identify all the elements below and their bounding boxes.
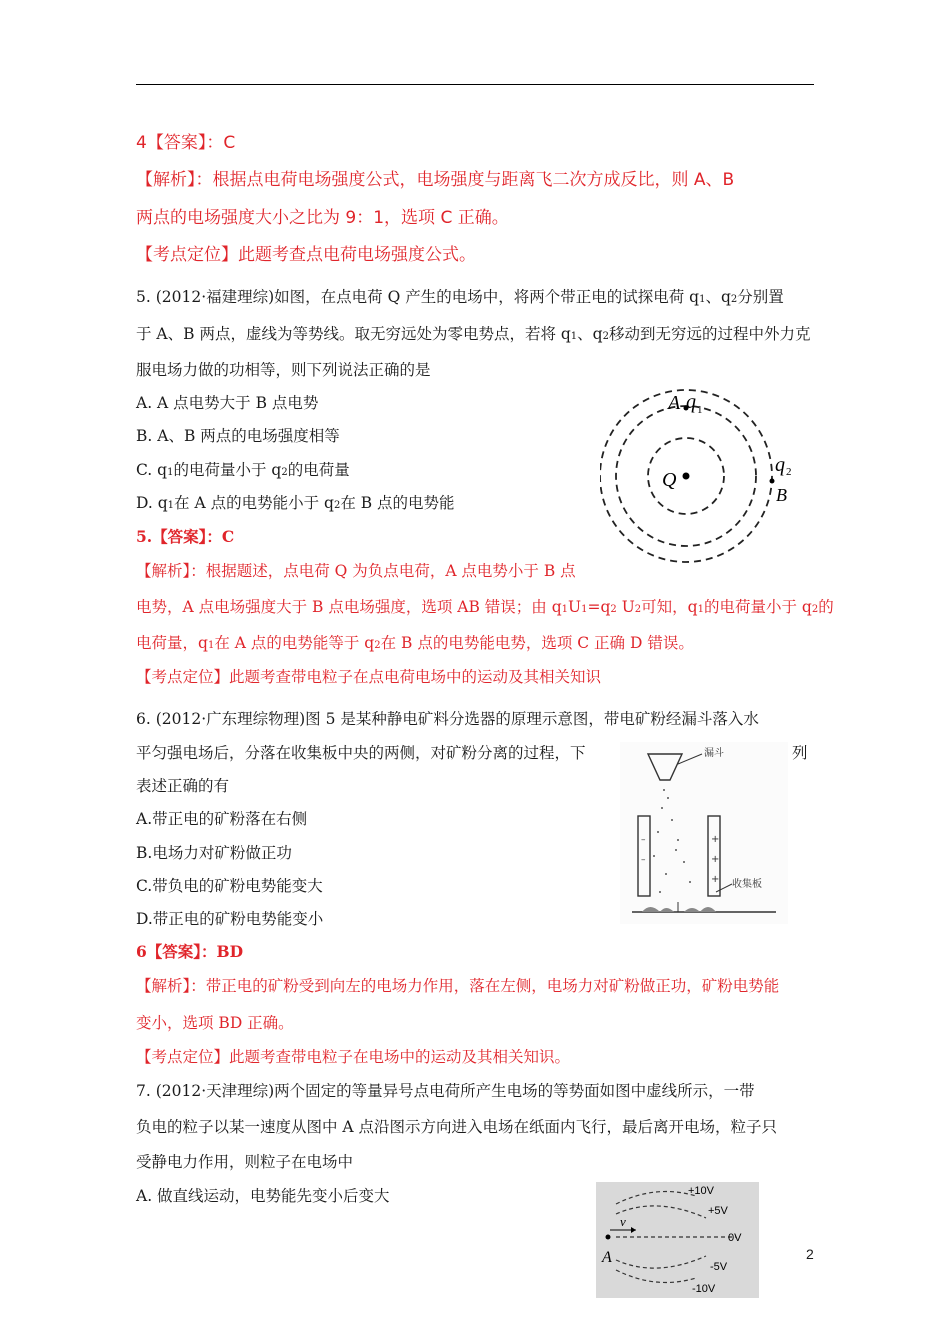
label-q2-sub: 2: [786, 466, 792, 478]
q7-equipotential-figure: [596, 1182, 759, 1298]
label-q1: q: [686, 391, 696, 413]
right-plate-sign-3: +: [711, 874, 720, 885]
q6-knowledge: 【考点定位】此题考查带电粒子在电场中的运动及其相关知识。: [136, 1048, 571, 1066]
label-minus10v: -10V: [692, 1283, 716, 1295]
left-plate-signs: –: [641, 835, 646, 845]
header-rule: [136, 84, 814, 85]
label-b: B: [776, 485, 787, 505]
label-q1-sub: 1: [697, 404, 703, 416]
q5-analysis-line3: 电荷量，q1在 A 点的电势能等于 q2在 B 点的电势能电势，选项 C 正确 D 错误。: [136, 634, 694, 652]
q6-stem-line1: 6. (2012·广东理综物理)图 5 是某种静电矿料分选器的原理示意图，带电矿粉经漏斗落入水: [136, 710, 759, 728]
label-minus5v: -5V: [710, 1261, 728, 1273]
q5-analysis-line1: 【解析】：根据题述，点电荷 Q 为负点电荷，A 点电势小于 B 点: [136, 562, 576, 580]
label-a: A: [602, 1249, 612, 1266]
q6-option-a: A.带正电的矿粉落在右侧: [136, 810, 308, 828]
q6-stem-line2: 平匀强电场后，分落在收集板中央的两侧，对矿粉分离的过程，下: [136, 744, 586, 762]
q7-stem-line2: 负电的粒子以某一速度从图中 A 点沿图示方向进入电场在纸面内飞行，最后离开电场，粒子只: [136, 1118, 778, 1136]
q5-knowledge: 【考点定位】此题考查带电粒子在点电荷电场中的运动及其相关知识: [136, 668, 602, 686]
q7-option-a: A. 做直线运动，电势能先变小后变大: [136, 1187, 390, 1205]
q5-answer: 5.【答案】：C: [136, 527, 235, 546]
right-plate-signs: +: [711, 834, 720, 845]
label-plus10v: +10V: [688, 1185, 714, 1197]
q5-equipotential-figure: [600, 375, 800, 575]
q4-analysis-line1: 【解析】：根据点电荷电场强度公式，电场强度与距离飞二次方成反比，则 A、B: [136, 170, 735, 190]
q6-option-c: C.带负电的矿粉电势能变大: [136, 877, 323, 895]
q5-option-a: A. A 点电势大于 B 点电势: [136, 394, 319, 412]
q6-stem-line2-end: 列: [792, 744, 808, 762]
q4-analysis-line2: 两点的电场强度大小之比为 9：1，选项 C 正确。: [136, 208, 509, 228]
label-plus5v: +5V: [708, 1205, 728, 1217]
q6-stem-line3: 表述正确的有: [136, 777, 230, 795]
funnel-label: 漏斗: [704, 748, 724, 759]
q5-option-b: B. A、B 两点的电场强度相等: [136, 427, 340, 445]
left-plate-sign-2: –: [641, 855, 646, 865]
q6-option-b: B.电场力对矿粉做正功: [136, 844, 292, 862]
label-q2: q: [775, 454, 785, 476]
q6-option-d: D.带正电的矿粉电势能变小: [136, 910, 324, 928]
label-0v: 0V: [728, 1232, 742, 1244]
q5-option-c: C. q1的电荷量小于 q2的电荷量: [136, 461, 350, 479]
page-number: 2: [806, 1246, 814, 1262]
right-plate-sign-2: +: [711, 854, 720, 865]
q5-stem-line1: 5. (2012·福建理综)如图，在点电荷 Q 产生的电场中，将两个带正电的试探电荷 q1、q2分别置: [136, 288, 784, 306]
charge-q-dot: [683, 473, 690, 480]
q5-analysis-line2: 电势，A 点电场强度大于 B 点电场强度，选项 AB 错误；由 q1U1=q2 U2可知，q1的电荷量小于 q2的: [136, 598, 834, 616]
q6-separator-figure: [620, 742, 788, 924]
q5-option-d: D. q1在 A 点的电势能小于 q2在 B 点的电势能: [136, 494, 455, 512]
label-a: A: [668, 392, 681, 414]
plate-label: 收集板: [732, 879, 762, 890]
q6-analysis-line1: 【解析】：带正电的矿粉受到向左的电场力作用，落在左侧，电场力对矿粉做正功，矿粉电势能: [136, 977, 780, 995]
q5-stem-line3: 服电场力做的功相等，则下列说法正确的是: [136, 361, 431, 379]
q6-answer: 6【答案】：BD: [136, 942, 244, 961]
q7-stem-line1: 7. (2012·天津理综)两个固定的等量异号点电荷所产生电场的等势面如图中虚线所示，一带: [136, 1082, 755, 1100]
q6-analysis-line2: 变小，选项 BD 正确。: [136, 1014, 294, 1032]
label-q-center: Q: [662, 469, 677, 491]
label-v: v: [620, 1214, 626, 1229]
point-b-dot: [770, 479, 775, 484]
q4-knowledge: 【考点定位】此题考查点电荷电场强度公式。: [136, 245, 476, 265]
q5-stem-line2: 于 A、B 两点，虚线为等势线。取无穷远处为零电势点，若将 q1、q2移动到无穷远的过程中外力克: [136, 325, 811, 343]
q4-answer: 4【答案】：C: [136, 133, 236, 153]
point-a-dot: [606, 1235, 611, 1240]
q7-stem-line3: 受静电力作用，则粒子在电场中: [136, 1153, 354, 1171]
